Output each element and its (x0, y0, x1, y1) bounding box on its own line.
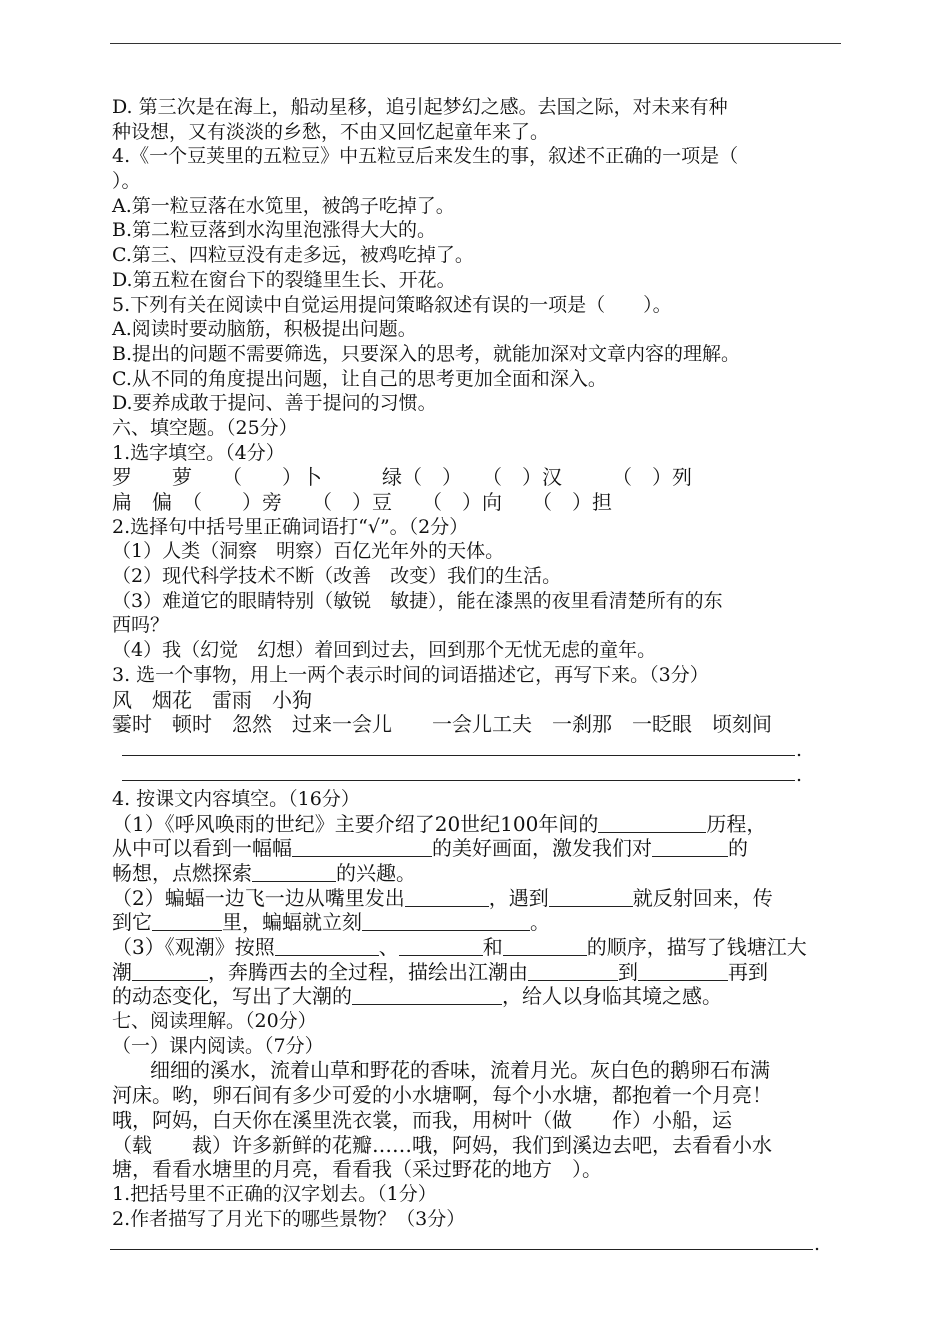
option-c: C.从不同的角度提出问题，让自己的思考更加全面和深入。 (112, 367, 607, 390)
answer-rule (110, 1249, 813, 1250)
option-b: B.提出的问题不需要筛选，只要深入的思考，就能加深对文章内容的理解。 (112, 342, 741, 365)
answer-line[interactable] (112, 737, 842, 762)
fill-line (112, 984, 842, 1009)
fill-line (112, 935, 842, 960)
text-segment: 到 (618, 959, 638, 984)
fill-blank[interactable] (528, 962, 618, 981)
fill-blank[interactable] (252, 863, 336, 882)
text-segment: 就反射回来，传 (632, 885, 773, 910)
text-segment: 畅想，点燃探索 (112, 860, 252, 885)
text-line: （4）我（幻觉 幻想）着回到过去，回到那个无忧无虑的童年。 (112, 639, 657, 662)
fill-blank[interactable] (352, 986, 502, 1005)
option-b: B.第二粒豆落到水沟里泡涨得大大的。 (112, 219, 437, 242)
text-segment: 历程， (706, 811, 767, 836)
fill-blank[interactable] (399, 937, 483, 956)
option-d: D.要养成敢于提问、善于提问的习惯。 (112, 392, 437, 415)
fill-blank[interactable] (275, 937, 379, 956)
text-line: ）。 (112, 170, 141, 193)
passage-line: 哦，阿妈，白天你在溪里洗衣裳，而我，用树叶（做 作）小船，运 (112, 1107, 732, 1132)
sub-question: 1.选字填空。（4分） (112, 441, 285, 464)
word-list: 霎时 顿时 忽然 过来一会儿 一会儿工夫 一刹那 一眨眼 顷刻间 (112, 712, 772, 737)
fill-line (112, 960, 842, 985)
header-rule (110, 43, 841, 44)
fill-blank[interactable] (132, 962, 208, 981)
text-segment: （1）《呼风唤雨的世纪》主要介绍了20世纪100年间的 (112, 811, 599, 836)
period: . (796, 763, 803, 786)
option-d: D.第五粒在窗台下的裂缝里生长、开花。 (112, 268, 456, 291)
text-segment: 潮 (112, 959, 132, 984)
period: . (814, 1233, 821, 1256)
word-list: 风 烟花 雷雨 小狗 (112, 687, 312, 712)
text-segment: 的兴趣。 (336, 860, 416, 885)
sub-question: 4. 按课文内容填空。（16分） (112, 787, 360, 810)
sub-question: 3. 选一个事物，用上一两个表示时间的词语描述它，再写下来。（3分） (112, 663, 709, 686)
page-content (112, 95, 842, 1256)
text-segment: 的顺序，描写了钱塘江大 (586, 935, 807, 959)
period: . (796, 738, 803, 761)
answer-line[interactable] (112, 1231, 842, 1256)
char-choice-row: 罗 萝 （ ）卜 绿（ ） （ ）汉 （ ）列 (112, 465, 692, 490)
passage-line: 河床。哟，卵石间有多少可爱的小水塘啊，每个小水塘，都抱着一个月亮！ (112, 1083, 772, 1108)
fill-line (112, 910, 842, 935)
fill-blank[interactable] (652, 838, 728, 857)
text-segment: 。 (530, 910, 550, 935)
question-5: 5.下列有关在阅读中自觉运用提问策略叙述有误的一项是（ ）。 (112, 293, 672, 316)
option-a: A.第一粒豆落在水笕里，被鸽子吃掉了。 (112, 194, 455, 217)
section-heading: 七、阅读理解。（20分） (112, 1010, 317, 1033)
fill-blank[interactable] (503, 937, 587, 956)
text-segment: ，给人以身临其境之感。 (502, 984, 722, 1009)
fill-blank[interactable] (362, 912, 530, 931)
fill-blank[interactable] (152, 912, 222, 931)
fill-line (112, 861, 842, 886)
fill-blank[interactable] (549, 888, 633, 907)
question-4: 4.《一个豆荚里的五粒豆》中五粒豆后来发生的事，叙述不正确的一项是（ (112, 145, 739, 168)
fill-blank[interactable] (292, 838, 432, 857)
fill-blank[interactable] (405, 888, 489, 907)
text-segment: 的 (728, 836, 748, 861)
answer-rule (122, 755, 795, 756)
fill-line (112, 812, 842, 837)
answer-line[interactable] (112, 762, 842, 787)
text-line: D. 第三次是在海上，船动星移，追引起梦幻之感。去国之际，对未来有种 (112, 96, 728, 118)
fill-blank[interactable] (638, 962, 728, 981)
text-segment: 再到 (728, 959, 768, 984)
answer-rule (122, 780, 795, 781)
passage-line: （载 裁）许多新鲜的花瓣……哦，阿妈，我们到溪边去吧，去看看小水 (112, 1132, 772, 1157)
section-heading: 六、填空题。（25分） (112, 416, 298, 439)
text-segment: 到它 (112, 910, 152, 935)
text-segment: ，奔腾西去的全过程，描绘出江潮由 (208, 959, 528, 984)
text-line: 西吗？ (112, 614, 170, 637)
fill-line (112, 886, 842, 911)
sub-section-heading: （一）课内阅读。（7分） (112, 1034, 324, 1057)
text-segment: 里，蝙蝠就立刻 (222, 910, 362, 935)
text-segment: 的美好画面，激发我们对 (432, 836, 652, 861)
option-a: A.阅读时要动脑筋，积极提出问题。 (112, 318, 417, 341)
char-choice-row: 扁 偏 （ ）旁 （ ）豆 （ ）向 （ ）担 (112, 490, 612, 514)
text-segment: （2）蝙蝠一边飞一边从嘴里发出 (112, 885, 405, 910)
text-segment: 、 (378, 935, 399, 959)
sub-question: 1.把括号里不正确的汉字划去。（1分） (112, 1182, 437, 1205)
text-line: （1）人类（洞察 明察）百亿光年外的天体。 (112, 540, 505, 563)
text-line: 种设想，又有淡淡的乡愁，不由又回忆起童年来了。 (112, 120, 550, 143)
text-line: （3）难道它的眼睛特别（敏锐 敏捷），能在漆黑的夜里看清楚所有的东 (112, 589, 723, 612)
sub-question: 2.选择句中括号里正确词语打“√”。（2分） (112, 515, 469, 538)
text-segment: （3）《观潮》按照 (112, 935, 275, 959)
passage-line: 塘，看看水塘里的月亮，看看我（采过野花的地方 ）。 (112, 1157, 602, 1182)
text-segment: 从中可以看到一幅幅 (112, 836, 292, 861)
text-segment: 的动态变化，写出了大潮的 (112, 984, 352, 1009)
fill-blank[interactable] (598, 814, 706, 833)
text-line: （2）现代科学技术不断（改善 改变）我们的生活。 (112, 565, 562, 588)
text-segment: 和 (482, 935, 503, 959)
passage-line: 细细的溪水，流着山草和野花的香味，流着月光。灰白色的鹅卵石布满 (150, 1058, 770, 1083)
option-c: C.第三、四粒豆没有走多远，被鸡吃掉了。 (112, 244, 474, 267)
fill-line (112, 836, 842, 861)
sub-question: 2.作者描写了月光下的哪些景物？（3分） (112, 1207, 466, 1230)
text-segment: ，遇到 (488, 885, 549, 910)
